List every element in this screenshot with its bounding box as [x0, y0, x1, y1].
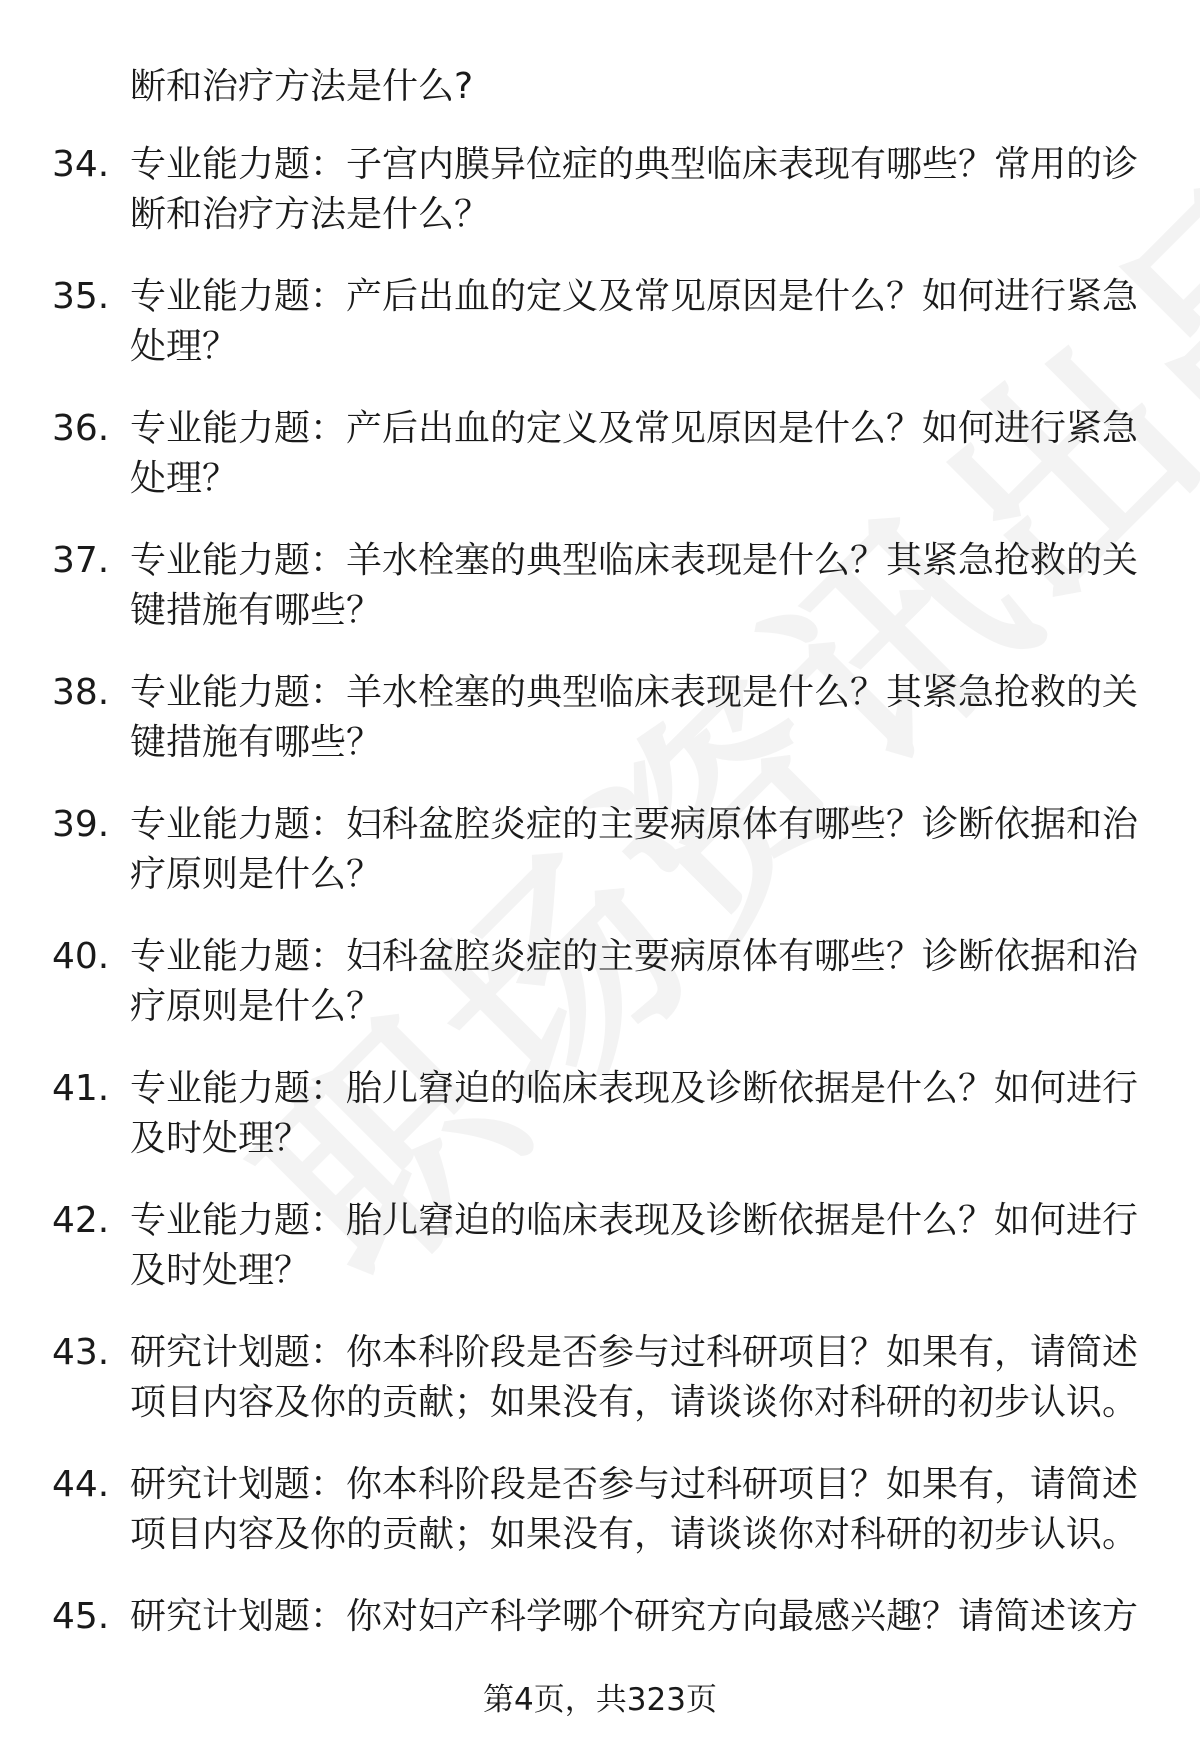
item-text: 专业能力题：羊水栓塞的典型临床表现是什么？其紧急抢救的关键措施有哪些？ [130, 540, 1139, 631]
item-text: 专业能力题：产后出血的定义及常见原因是什么？如何进行紧急处理？ [130, 408, 1139, 499]
list-item [0, 1460, 1200, 1592]
item-number: 42. [52, 1200, 110, 1241]
item-text: 研究计划题：你对妇产科学哪个研究方向最感兴趣？请简述该方 [130, 1596, 1139, 1637]
item-number: 34. [52, 144, 110, 185]
list-item [0, 932, 1200, 1064]
item-number: 44. [52, 1464, 110, 1505]
item-number: 38. [52, 672, 110, 713]
question-list [0, 140, 1200, 1724]
list-item [0, 272, 1200, 404]
item-number: 45. [52, 1596, 110, 1637]
list-item [0, 140, 1200, 272]
list-item [0, 800, 1200, 932]
item-number: 41. [52, 1068, 110, 1109]
list-item [0, 1328, 1200, 1460]
list-item [0, 536, 1200, 668]
item-number: 35. [52, 276, 110, 317]
list-item [0, 1064, 1200, 1196]
item-number: 40. [52, 936, 110, 977]
item-text: 专业能力题：羊水栓塞的典型临床表现是什么？其紧急抢救的关键措施有哪些？ [130, 672, 1139, 763]
item-number: 36. [52, 408, 110, 449]
item-text: 研究计划题：你本科阶段是否参与过科研项目？如果有，请简述项目内容及你的贡献；如果没有，请谈谈你对科研的初步认识。 [130, 1332, 1139, 1423]
item-text: 专业能力题：妇科盆腔炎症的主要病原体有哪些？诊断依据和治疗原则是什么？ [130, 936, 1139, 1027]
item-text: 研究计划题：你本科阶段是否参与过科研项目？如果有，请简述项目内容及你的贡献；如果没有，请谈谈你对科研的初步认识。 [130, 1464, 1139, 1555]
list-item [0, 668, 1200, 800]
page-footer: 第4页，共323页 [483, 1682, 717, 1718]
item-text: 专业能力题：胎儿窘迫的临床表现及诊断依据是什么？如何进行及时处理？ [130, 1200, 1139, 1291]
list-item [0, 1196, 1200, 1328]
item-text: 专业能力题：子宫内膜异位症的典型临床表现有哪些？常用的诊断和治疗方法是什么？ [130, 144, 1139, 235]
item-text: 专业能力题：产后出血的定义及常见原因是什么？如何进行紧急处理？ [130, 276, 1139, 367]
item-text: 专业能力题：胎儿窘迫的临床表现及诊断依据是什么？如何进行及时处理？ [130, 1068, 1139, 1159]
item-number: 37. [52, 540, 110, 581]
item-number: 43. [52, 1332, 110, 1373]
item-text: 专业能力题：妇科盆腔炎症的主要病原体有哪些？诊断依据和治疗原则是什么？ [130, 804, 1139, 895]
continuation-text: 断和治疗方法是什么? [130, 66, 474, 107]
list-item [0, 404, 1200, 536]
item-number: 39. [52, 804, 110, 845]
